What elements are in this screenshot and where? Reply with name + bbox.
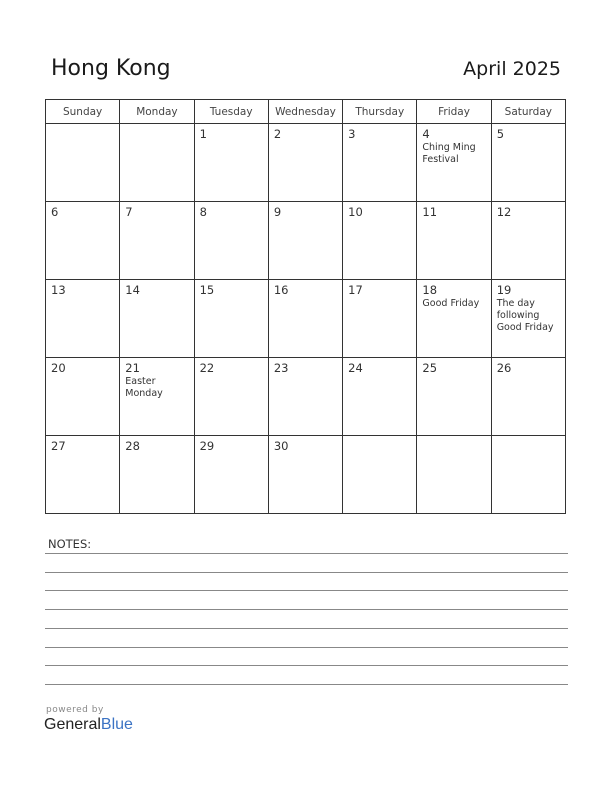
day-cell [268,124,342,202]
day-number: 25 [422,361,438,375]
week-row [46,436,566,514]
day-number: 22 [199,361,215,375]
week-row [46,202,566,280]
notes-line [45,590,568,591]
weekday-header: Saturday [491,100,565,124]
day-number: 20 [51,361,66,375]
notes-line [45,609,568,610]
day-number: 10 [348,205,363,219]
weekday-header: Sunday [46,100,120,124]
weekday-header: Monday [120,100,194,124]
day-cell [343,124,417,202]
weekday-header: Tuesday [194,100,268,124]
day-cell [120,358,194,436]
day-number: 18 [422,283,438,297]
day-number: 14 [125,283,140,297]
day-cell [343,280,417,358]
day-number: 11 [422,205,438,219]
holiday-label: Ching Ming Festival [422,142,476,165]
holiday-label: Good Friday [422,298,480,309]
holiday-label: Easter Monday [125,376,163,399]
day-cell [417,202,491,280]
day-number: 8 [199,205,207,219]
holiday-label: The day following Good Friday [496,298,554,333]
day-number: 30 [273,439,289,453]
day-cell [194,202,268,280]
day-number: 12 [496,205,512,219]
month-year-title: April 2025 [463,58,561,80]
day-cell [343,202,417,280]
day-cell [194,124,268,202]
notes-line [45,684,568,685]
weekday-header-row [46,100,566,124]
weekday-header: Friday [417,100,491,124]
day-cell [120,202,194,280]
brand-logo [44,716,133,734]
brand-blue: Blue [100,716,133,733]
day-number: 15 [199,283,215,297]
day-number: 26 [496,361,512,375]
day-number: 27 [51,439,66,453]
day-cell [194,280,268,358]
week-row [46,124,566,202]
day-cell [268,358,342,436]
day-cell [120,124,194,202]
day-number: 4 [422,127,430,141]
day-number: 9 [273,205,282,219]
powered-by-text: powered by [46,705,104,715]
day-cell [343,358,417,436]
day-number: 29 [199,439,215,453]
notes-line [45,572,568,573]
day-number: 13 [51,283,66,297]
notes-line [45,647,568,648]
day-number: 1 [199,127,207,141]
week-row [46,280,566,358]
day-cell [268,280,342,358]
day-number: 23 [273,361,289,375]
day-cell [120,436,194,514]
day-cell [46,202,120,280]
day-cell [417,358,491,436]
day-cell [46,280,120,358]
day-number: 5 [496,127,505,141]
day-number: 2 [273,127,282,141]
day-cell [343,436,417,514]
brand-general: General [44,716,101,733]
week-row [46,358,566,436]
day-cell [491,280,565,358]
day-number: 24 [348,361,363,375]
day-cell [268,436,342,514]
day-number: 6 [51,205,59,219]
day-number: 17 [348,283,363,297]
weekday-header: Wednesday [268,100,342,124]
day-cell [194,358,268,436]
day-cell [491,436,565,514]
day-cell [46,358,120,436]
day-number: 28 [125,439,140,453]
day-cell [268,202,342,280]
day-cell [194,436,268,514]
weekday-header: Thursday [343,100,417,124]
day-number: 16 [273,283,289,297]
day-number: 3 [348,127,356,141]
day-cell [417,436,491,514]
day-number: 7 [125,205,133,219]
notes-line [45,553,568,554]
day-cell [491,202,565,280]
day-number: 19 [496,283,512,297]
notes-line [45,665,568,666]
notes-line [45,628,568,629]
region-title: Hong Kong [51,56,171,81]
day-cell [46,436,120,514]
day-cell [417,124,491,202]
day-cell [120,280,194,358]
day-cell [417,280,491,358]
calendar-grid [45,99,566,514]
notes-label: NOTES: [48,537,92,551]
day-number: 21 [125,361,140,375]
day-cell [491,124,565,202]
day-cell [46,124,120,202]
day-cell [491,358,565,436]
